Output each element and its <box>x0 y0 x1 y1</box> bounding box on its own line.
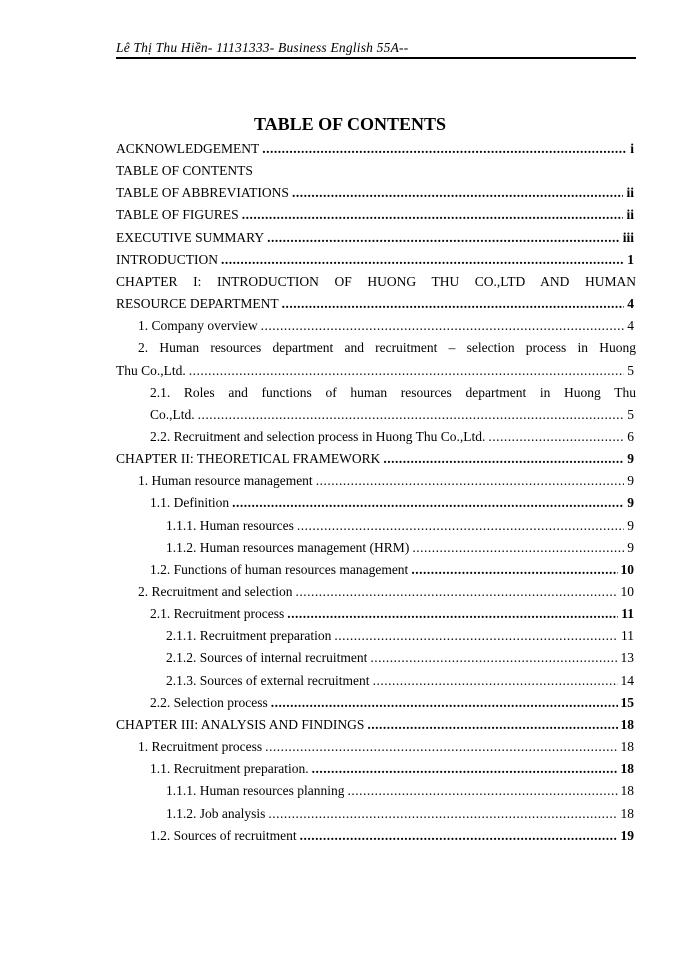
toc-entry <box>0 559 700 581</box>
toc-entry <box>0 758 700 780</box>
dot-leader <box>232 492 624 514</box>
toc-page-number: 4 <box>627 318 634 334</box>
toc-page-number: 15 <box>620 694 634 710</box>
toc-entry-label: TABLE OF ABBREVIATIONS <box>116 185 289 201</box>
toc-entry-label: 1. Recruitment process <box>138 739 263 755</box>
toc-entry <box>0 581 700 603</box>
toc-entry-label: TABLE OF FIGURES <box>116 207 239 223</box>
dot-leader <box>347 780 617 802</box>
toc-entry <box>0 426 700 448</box>
dot-leader <box>383 448 624 470</box>
toc-page-number: 13 <box>620 650 634 666</box>
toc-entry <box>0 182 700 204</box>
toc-entry <box>0 625 700 647</box>
toc-entry-content <box>138 470 634 492</box>
toc-entry <box>0 537 700 559</box>
toc-entry-first-line <box>0 337 700 359</box>
toc-page-number: iii <box>622 229 634 245</box>
toc-page-number: 4 <box>627 296 634 312</box>
toc-page-number: 9 <box>627 539 634 555</box>
toc-page-number: ii <box>626 207 634 223</box>
toc-entry-label: 2.1.2. Sources of internal recruitment <box>166 650 368 666</box>
toc-entry <box>0 603 700 625</box>
toc-entry-label: 2.1.1. Recruitment preparation <box>166 628 332 644</box>
toc-entry-content <box>138 736 634 758</box>
toc-page-number: 18 <box>620 783 634 799</box>
toc-page-number: i <box>630 141 634 156</box>
toc-entry-label: 1. Human resource management <box>138 473 313 489</box>
toc-entry-first-line <box>0 382 700 404</box>
toc-entry-content <box>116 138 634 160</box>
toc-entry-content <box>166 515 634 537</box>
toc-entry <box>0 780 700 802</box>
dot-leader <box>316 470 625 492</box>
running-header: Lê Thị Thu Hiền- 11131333- Business English 55A-- <box>116 40 409 55</box>
dot-leader <box>282 293 625 315</box>
dot-leader <box>373 670 618 692</box>
toc-entry-first-line <box>0 271 700 293</box>
toc-page-number: 18 <box>620 739 634 755</box>
toc-page-number: 19 <box>620 827 634 843</box>
toc-entry-content <box>150 758 634 780</box>
toc-entry-content <box>166 537 634 559</box>
toc-entry <box>0 714 700 736</box>
dot-leader <box>300 825 618 847</box>
toc-entry-content <box>150 603 634 625</box>
toc-entry-wrapped-text: 2. Human resources department and recruitment – selection process in Huong <box>138 340 636 356</box>
toc-entry <box>0 470 700 492</box>
toc-entry-content <box>150 492 634 514</box>
toc-page-number: 5 <box>627 362 634 378</box>
toc-page-number: 1 <box>627 251 634 267</box>
toc-entry-wrapped-text: CHAPTER I: INTRODUCTION OF HUONG THU CO.,LTD AND HUMAN <box>116 273 636 289</box>
dot-leader <box>334 625 618 647</box>
toc-entry-label: 1.1. Definition <box>150 495 230 511</box>
dot-leader <box>287 603 618 625</box>
dot-leader <box>265 736 617 758</box>
toc-entry <box>0 204 700 226</box>
toc-page-number: 5 <box>627 406 634 422</box>
toc-entry <box>0 692 700 714</box>
toc-entry <box>0 315 700 337</box>
dot-leader <box>221 249 624 271</box>
toc-page-number: ii <box>626 185 634 201</box>
dot-leader <box>297 515 624 537</box>
toc-entry-label: CHAPTER II: THEORETICAL FRAMEWORK <box>116 451 381 467</box>
toc-page-number: 9 <box>627 451 634 467</box>
toc-entry-label: 2.2. Selection process <box>150 694 268 710</box>
toc-entry-content <box>150 404 634 426</box>
toc-entry-content <box>166 780 634 802</box>
dot-leader <box>292 182 624 204</box>
toc-page-number: 9 <box>627 495 634 511</box>
toc-entry <box>0 647 700 669</box>
toc-entry-content <box>116 448 634 470</box>
toc-entry <box>0 736 700 758</box>
toc-entry <box>0 138 700 160</box>
toc-entry-label: Thu Co.,Ltd. <box>116 362 186 378</box>
toc-entry-label: CHAPTER III: ANALYSIS AND FINDINGS <box>116 716 365 732</box>
toc-page-number: 10 <box>620 561 634 577</box>
toc-entry-content <box>150 559 634 581</box>
dot-leader <box>262 138 627 160</box>
toc-entry-label: 1.2. Sources of recruitment <box>150 827 297 843</box>
toc-entry-label: 2.1.3. Sources of external recruitment <box>166 672 370 688</box>
toc-entry-content <box>138 315 634 337</box>
toc-page-number: 11 <box>621 606 634 622</box>
toc-entry <box>0 515 700 537</box>
dot-leader <box>268 803 617 825</box>
toc-entry-content <box>116 227 634 249</box>
toc-entry-content <box>150 825 634 847</box>
dot-leader <box>189 360 625 382</box>
toc-entry-wrapped-text: 2.1. Roles and functions of human resources department in Huong Thu <box>150 384 636 400</box>
toc-entry <box>0 293 700 315</box>
toc-page-number: 9 <box>627 473 634 489</box>
toc-entry-label: 2.2. Recruitment and selection process in Huong Thu Co.,Ltd. <box>150 428 486 444</box>
toc-entry-label: 1. Company overview <box>138 318 258 334</box>
toc-entry-label: TABLE OF CONTENTS <box>116 163 253 179</box>
dot-leader <box>370 647 617 669</box>
toc-page-number: 10 <box>620 584 634 599</box>
page-title: TABLE OF CONTENTS <box>253 114 447 134</box>
toc-entry-label: RESOURCE DEPARTMENT <box>116 296 279 312</box>
toc-entry <box>0 448 700 470</box>
toc-entry <box>0 160 700 182</box>
toc-page-number: 14 <box>620 672 634 688</box>
toc-entry-label: 2.1. Recruitment process <box>150 606 285 622</box>
toc-page-number: 18 <box>620 805 634 821</box>
toc-entry-content <box>166 625 634 647</box>
dot-leader <box>271 692 618 714</box>
toc-entry-label: 1.1.2. Job analysis <box>166 805 266 821</box>
toc-entry-content <box>116 360 634 382</box>
toc-entry <box>0 404 700 426</box>
toc-entry-content <box>166 803 634 825</box>
header-rule <box>116 57 636 59</box>
toc-entry-content <box>166 647 634 669</box>
toc-entry-content <box>116 714 634 736</box>
toc-entry-label: 1.1.1. Human resources planning <box>166 783 345 799</box>
toc-entry-label: 1.1. Recruitment preparation. <box>150 761 309 777</box>
toc-entry-content <box>116 182 634 204</box>
toc-page-number: 18 <box>620 761 634 777</box>
toc-entry-content <box>150 426 634 448</box>
toc-entry-label: 1.2. Functions of human resources management <box>150 561 409 577</box>
dot-leader <box>267 227 620 249</box>
toc-page-number: 6 <box>627 428 634 444</box>
toc-entry <box>0 670 700 692</box>
toc-page-number: 9 <box>627 517 634 533</box>
toc-entry-label: 2. Recruitment and selection <box>138 584 293 599</box>
toc-entry <box>0 360 700 382</box>
toc-page-number: 11 <box>621 628 634 644</box>
dot-leader <box>411 559 617 581</box>
toc-entry-content <box>116 293 634 315</box>
toc-entry-content <box>116 160 634 182</box>
toc-entry-content <box>116 204 634 226</box>
dot-leader <box>242 204 624 226</box>
toc-entry-label: EXECUTIVE SUMMARY <box>116 229 265 245</box>
toc-entry <box>0 492 700 514</box>
toc-entry-label: INTRODUCTION <box>116 251 218 267</box>
toc-entry-content <box>150 692 634 714</box>
toc-entry-label: Co.,Ltd. <box>150 406 195 422</box>
toc-entry <box>0 803 700 825</box>
dot-leader <box>261 315 625 337</box>
toc-entry-content <box>116 249 634 271</box>
dot-leader <box>312 758 618 780</box>
toc-entry-label: 1.1.2. Human resources management (HRM) <box>166 539 410 555</box>
dot-leader <box>295 581 617 603</box>
toc-entry <box>0 249 700 271</box>
toc-entry <box>0 825 700 847</box>
dot-leader <box>198 404 625 426</box>
toc-entry-label: ACKNOWLEDGEMENT <box>116 141 260 156</box>
toc-page-number: 18 <box>620 716 634 732</box>
toc-entry <box>0 227 700 249</box>
dot-leader <box>412 537 624 559</box>
dot-leader <box>488 426 624 448</box>
dot-leader <box>367 714 617 736</box>
toc-entry-content <box>138 581 634 603</box>
toc-entry-label: 1.1.1. Human resources <box>166 517 294 533</box>
toc-entry-content <box>166 670 634 692</box>
